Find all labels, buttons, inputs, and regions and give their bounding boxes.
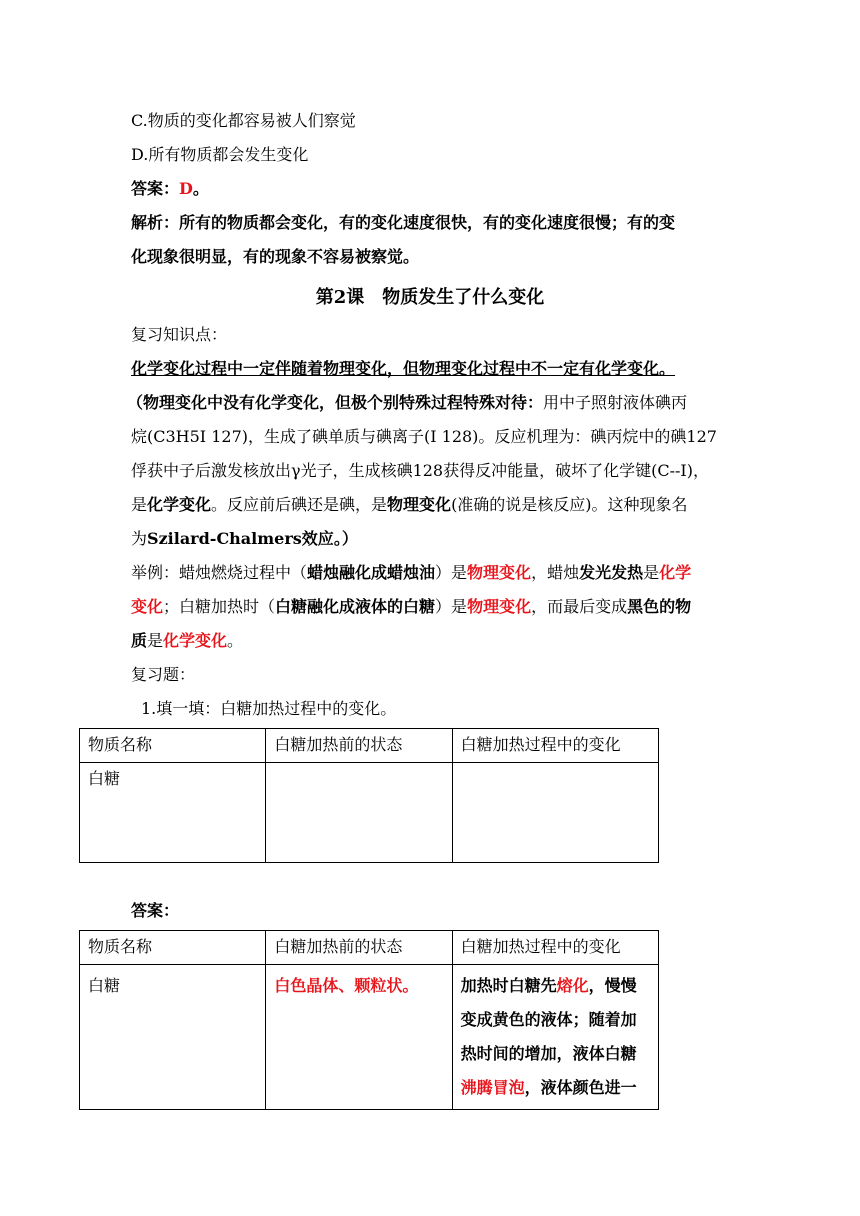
special-line-3: 俘获中子后激发核放出γ光子，生成核碘128获得反冲能量，破坏了化学键(C--I)， xyxy=(131,461,709,480)
table-header: 物质名称 xyxy=(80,931,266,965)
text-segment: 白糖融化成液体的白糖 xyxy=(275,597,436,616)
text-segment: 是 xyxy=(147,631,164,650)
table-header-row xyxy=(80,729,659,763)
text-segment: ）是 xyxy=(435,597,468,616)
review-label: 复习知识点： xyxy=(131,325,228,344)
table-header: 白糖加热前的状态 xyxy=(266,729,452,763)
text-segment: 化学变化 xyxy=(163,631,228,650)
answer-value: D xyxy=(179,179,193,198)
text-segment: 化学 xyxy=(659,563,692,582)
table-cell xyxy=(266,763,452,863)
special-rest: 用中子照射液体碘丙 xyxy=(543,393,688,412)
text-segment: ，液体颜色进一 xyxy=(524,1078,637,1097)
text-segment: 物理变化 xyxy=(467,563,532,582)
text-segment: 发光发热 xyxy=(579,563,644,582)
table-header: 白糖加热过程中的变化 xyxy=(452,931,658,965)
answer-label: 答案： xyxy=(131,179,180,198)
table-cell xyxy=(452,763,658,863)
text-segment: 加热时白糖先 xyxy=(460,976,557,995)
text-segment: 。 xyxy=(227,631,244,650)
answer-1 xyxy=(131,178,209,200)
analysis-line-1: 解析：所有的物质都会变化，有的变化速度很快，有的变化速度很慢；有的变 xyxy=(131,213,676,232)
special-line-4 xyxy=(131,494,688,516)
text-segment: ，慢慢 xyxy=(588,976,637,995)
table-header: 物质名称 xyxy=(80,729,266,763)
lesson-title: 第2课 物质发生了什么变化 xyxy=(315,287,545,308)
answer-end: 。 xyxy=(192,179,209,198)
table-header-row xyxy=(80,931,659,965)
text-segment: 为 xyxy=(131,529,148,548)
text-segment: 沸腾冒泡 xyxy=(460,1078,525,1097)
table-cell: 白色晶体、颗粒状。 xyxy=(266,965,452,1110)
text-segment: 黑色的物 xyxy=(627,597,692,616)
text-segment: 物理变化 xyxy=(467,597,532,616)
text-segment: 。） xyxy=(333,529,358,548)
special-bold: （物理变化中没有化学变化，但极个别特殊过程特殊对待： xyxy=(127,393,544,412)
text-segment: 是 xyxy=(643,563,660,582)
option-d: D.所有物质都会发生变化 xyxy=(131,145,309,164)
example-line-1 xyxy=(131,562,691,584)
text-segment: ；白糖加热时（ xyxy=(163,597,276,616)
text-segment: Szilard-Chalmers效应 xyxy=(147,529,334,548)
during-line-3: 热时间的增加，液体白糖 xyxy=(460,1044,637,1063)
table-cell-during xyxy=(452,965,658,1110)
question-table xyxy=(79,728,659,863)
table-cell: 白糖 xyxy=(80,965,266,1110)
text-segment: ，蜡烛 xyxy=(531,563,580,582)
special-line-5 xyxy=(131,528,358,550)
option-c: C.物质的变化都容易被人们察觉 xyxy=(131,111,356,130)
text-segment: 质 xyxy=(131,631,148,650)
text-segment: 是 xyxy=(131,495,148,514)
table-row xyxy=(80,965,659,1110)
text-segment: 举例：蜡烛燃烧过程中（ xyxy=(131,563,308,582)
text-segment: 蜡烛融化成蜡烛油 xyxy=(307,563,436,582)
text-segment: ，而最后变成 xyxy=(531,597,628,616)
table-header: 白糖加热过程中的变化 xyxy=(452,729,658,763)
text-segment: (准确的说是核反应)。这种现象名 xyxy=(451,495,688,514)
example-line-3 xyxy=(131,630,243,652)
example-line-2 xyxy=(131,596,691,618)
table-cell: 白糖 xyxy=(80,763,266,863)
question-1: 1.填一填：白糖加热过程中的变化。 xyxy=(141,699,397,718)
answer-table xyxy=(79,930,659,1110)
text-segment: ）是 xyxy=(435,563,468,582)
table-header: 白糖加热前的状态 xyxy=(266,931,452,965)
text-segment: 物理变化 xyxy=(387,495,452,514)
review-questions-label: 复习题： xyxy=(131,665,196,684)
analysis-line-2: 化现象很明显，有的现象不容易被察觉。 xyxy=(131,247,420,266)
during-line-4 xyxy=(461,1071,654,1105)
during-line-1 xyxy=(461,969,654,1003)
text-segment: 化学变化 xyxy=(147,495,212,514)
text-segment: 。反应前后碘还是碘，是 xyxy=(211,495,388,514)
special-line-2: 烷(C3H5I 127)，生成了碘单质与碘离子(I 128)。反应机理为：碘丙烷中的碘127 xyxy=(131,427,717,446)
answer-2-label: 答案： xyxy=(131,901,180,920)
special-line-1 xyxy=(127,392,687,414)
text-segment: 熔化 xyxy=(556,976,589,995)
key-point: 化学变化过程中一定伴随着物理变化，但物理变化过程中不一定有化学变化。 xyxy=(131,359,676,378)
text-segment: 变化 xyxy=(131,597,164,616)
table-row xyxy=(80,763,659,863)
during-line-2: 变成黄色的液体；随着加 xyxy=(460,1010,637,1029)
